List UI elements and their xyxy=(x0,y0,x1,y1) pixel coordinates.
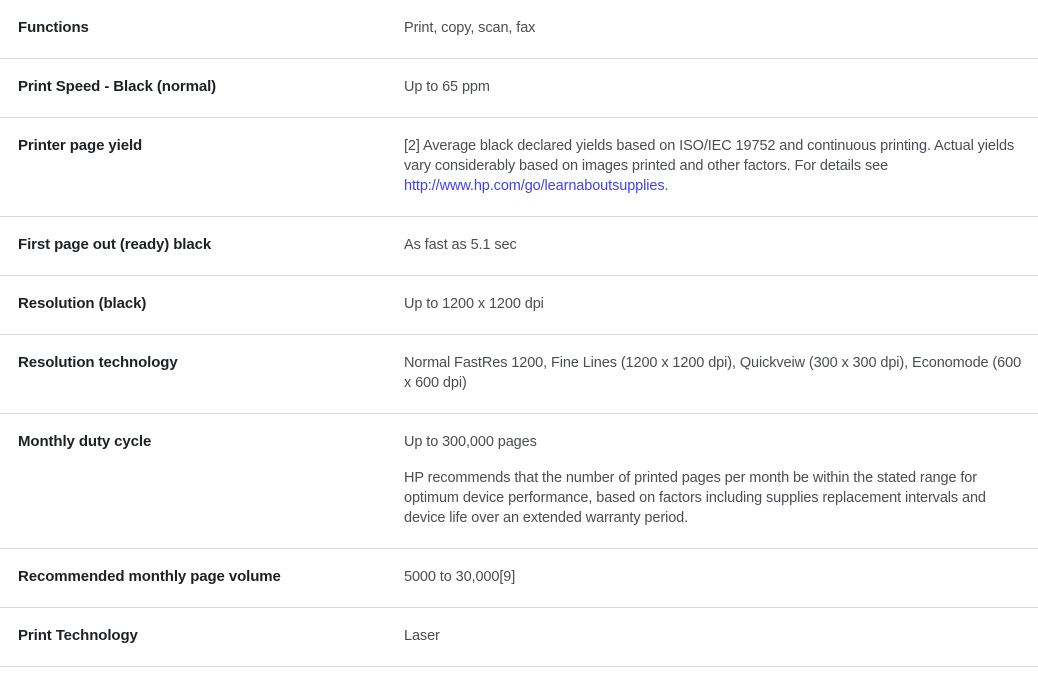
spec-label: Printer page yield xyxy=(18,137,143,154)
spec-value-text: Up to 65 ppm xyxy=(404,79,490,95)
spec-value-text: Laser xyxy=(404,628,440,644)
spec-value-text: Print, copy, scan, fax xyxy=(404,20,536,36)
spec-label: Functions xyxy=(18,19,89,36)
spec-value-note: HP recommends that the number of printed pages per month be within the stated range for optimum device performance, based on factors including supplies replacement intervals and device life over an extended warranty period. xyxy=(404,470,986,526)
spec-value xyxy=(404,235,1022,255)
spec-label: Print Speed - Black (normal) xyxy=(18,78,217,95)
spec-value-text xyxy=(404,136,1022,196)
spec-row-recommended-monthly-page-volume xyxy=(0,549,1038,608)
spec-value xyxy=(404,353,1022,393)
spec-value xyxy=(404,136,1022,196)
spec-value-text: Normal FastRes 1200, Fine Lines (1200 x 1200 dpi), Quickveiw (300 x 300 dpi), Economode (600 x 600 dpi) xyxy=(404,355,1022,391)
spec-row-printer-page-yield xyxy=(0,118,1038,217)
spec-value xyxy=(404,77,1022,97)
spec-label: Print Technology xyxy=(18,627,138,644)
spec-row-resolution-technology xyxy=(0,335,1038,414)
spec-value-text: 5000 to 30,000[9] xyxy=(404,569,516,585)
spec-row-print-technology xyxy=(0,608,1038,667)
learnaboutsupplies-link[interactable]: http://www.hp.com/go/learnaboutsupplies xyxy=(404,178,665,194)
spec-value-text-before-link: [2] Average black declared yields based on ISO/IEC 19752 and continuous printing. Actual yields vary considerably based on images printed and other factors. For details see xyxy=(404,138,1015,174)
spec-label: Resolution technology xyxy=(18,354,178,371)
spec-label: Monthly duty cycle xyxy=(18,433,152,450)
spec-value-text: As fast as 5.1 sec xyxy=(404,237,517,253)
spec-row-monthly-duty-cycle xyxy=(0,414,1038,549)
spec-value xyxy=(404,294,1022,314)
spec-row-print-speed-black xyxy=(0,59,1038,118)
spec-label: Resolution (black) xyxy=(18,295,147,312)
spec-value-text: Up to 300,000 pages xyxy=(404,434,537,450)
spec-label: Recommended monthly page volume xyxy=(18,568,281,585)
spec-value xyxy=(404,567,1022,587)
spec-value xyxy=(404,432,1022,528)
spec-label: First page out (ready) black xyxy=(18,236,212,253)
spec-row-first-page-out xyxy=(0,217,1038,276)
spec-row-functions xyxy=(0,0,1038,59)
spec-value xyxy=(404,626,1022,646)
spec-value-text-after-link: . xyxy=(664,178,669,194)
spec-value xyxy=(404,18,1022,38)
spec-value-text: Up to 1200 x 1200 dpi xyxy=(404,296,544,312)
spec-row-resolution-black xyxy=(0,276,1038,335)
